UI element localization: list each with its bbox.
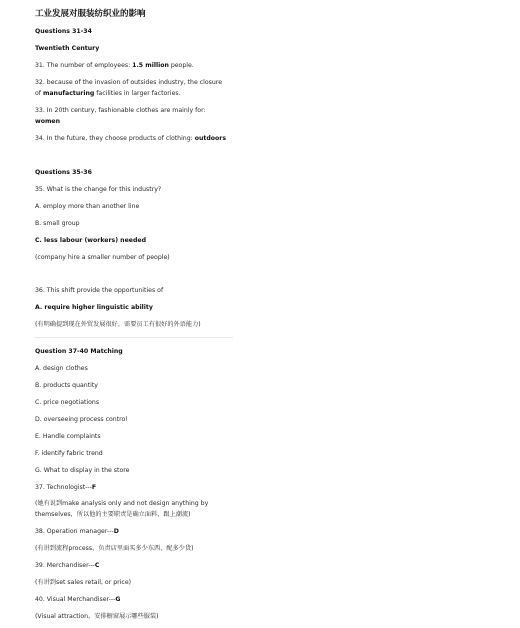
note-37-line-2: themselves，所以他的主要职责是确立面料，跟上潮流) xyxy=(35,511,191,518)
matching-option-g: G. What to display in the store xyxy=(35,467,130,474)
question-31-text: 31. The number of employees: xyxy=(35,62,133,69)
section-heading-31-34: Questions 31-34 xyxy=(35,28,92,35)
answer-32: manufacturing xyxy=(42,90,95,97)
question-38-text: 38. Operation manager--- xyxy=(35,528,114,535)
question-31 xyxy=(35,61,194,70)
option-35-b: B. small group xyxy=(35,220,80,227)
answer-33: women xyxy=(35,118,61,125)
answer-39: C xyxy=(94,562,100,569)
section-divider xyxy=(35,337,233,338)
question-31-tail: people. xyxy=(168,62,194,69)
question-37 xyxy=(35,483,96,492)
note-40: (Visual attraction，安排橱窗展示哪些服装) xyxy=(35,613,159,620)
question-38 xyxy=(35,527,119,536)
answer-36: A. require higher linguistic ability xyxy=(35,304,153,311)
question-34 xyxy=(35,134,226,143)
question-40-text: 40. Visual Merchandiser--- xyxy=(35,596,116,603)
matching-option-c: C. price negotiations xyxy=(35,399,100,406)
question-32-lead: of xyxy=(35,90,43,97)
question-35: 35. What is the change for this industry? xyxy=(35,186,162,193)
note-35: (company hire a smaller number of people) xyxy=(35,254,170,261)
note-37-line-1: (她有说到make analysis only and not design anything by xyxy=(35,500,209,507)
question-37-text: 37. Technologist--- xyxy=(35,484,92,491)
question-32-tail: facilities in larger factories. xyxy=(94,90,181,97)
question-32-line-2 xyxy=(35,89,181,98)
answer-40: G xyxy=(115,596,121,603)
question-36: 36. This shift provide the opportunities of xyxy=(35,287,164,294)
matching-option-e: E. Handle complaints xyxy=(35,433,101,440)
question-33: 33. In 20th century, fashionable clothes are mainly for: xyxy=(35,107,206,114)
question-40 xyxy=(35,595,120,604)
matching-option-d: D. overseeing process control xyxy=(35,416,128,423)
answer-34: outdoors xyxy=(194,135,226,142)
matching-option-a: A. design clothes xyxy=(35,365,88,372)
answer-35: C. less labour (workers) needed xyxy=(35,237,147,244)
answer-38: D xyxy=(113,528,119,535)
note-38: (有讲到流程process，负责店里面买多少东西，配多少货) xyxy=(35,545,194,552)
page-title: 工业发展对服装纺织业的影响 xyxy=(35,9,146,19)
question-32-line-1: 32. because of the invasion of outsides industry, the closure xyxy=(35,79,223,86)
answer-37: F xyxy=(91,484,97,491)
option-35-a: A. employ more than another line xyxy=(35,203,140,210)
section-heading-35-36: Questions 35-36 xyxy=(35,169,92,176)
question-34-text: 34. In the future, they choose products of clothing: xyxy=(35,135,195,142)
note-36: (有明确提到现在外贸发展很好，需要员工有很好的外语能力) xyxy=(35,321,201,328)
note-39: (有讲到set sales retail, or price) xyxy=(35,579,132,586)
matching-option-b: B. products quantity xyxy=(35,382,98,389)
section-heading-37-40: Question 37-40 Matching xyxy=(35,348,123,355)
matching-option-f: F. identify fabric trend xyxy=(35,450,103,457)
answer-31: 1.5 million xyxy=(132,62,169,69)
question-39 xyxy=(35,561,99,570)
question-39-text: 39. Merchandiser--- xyxy=(35,562,95,569)
subheading-twentieth-century: Twentieth Century xyxy=(35,45,100,52)
